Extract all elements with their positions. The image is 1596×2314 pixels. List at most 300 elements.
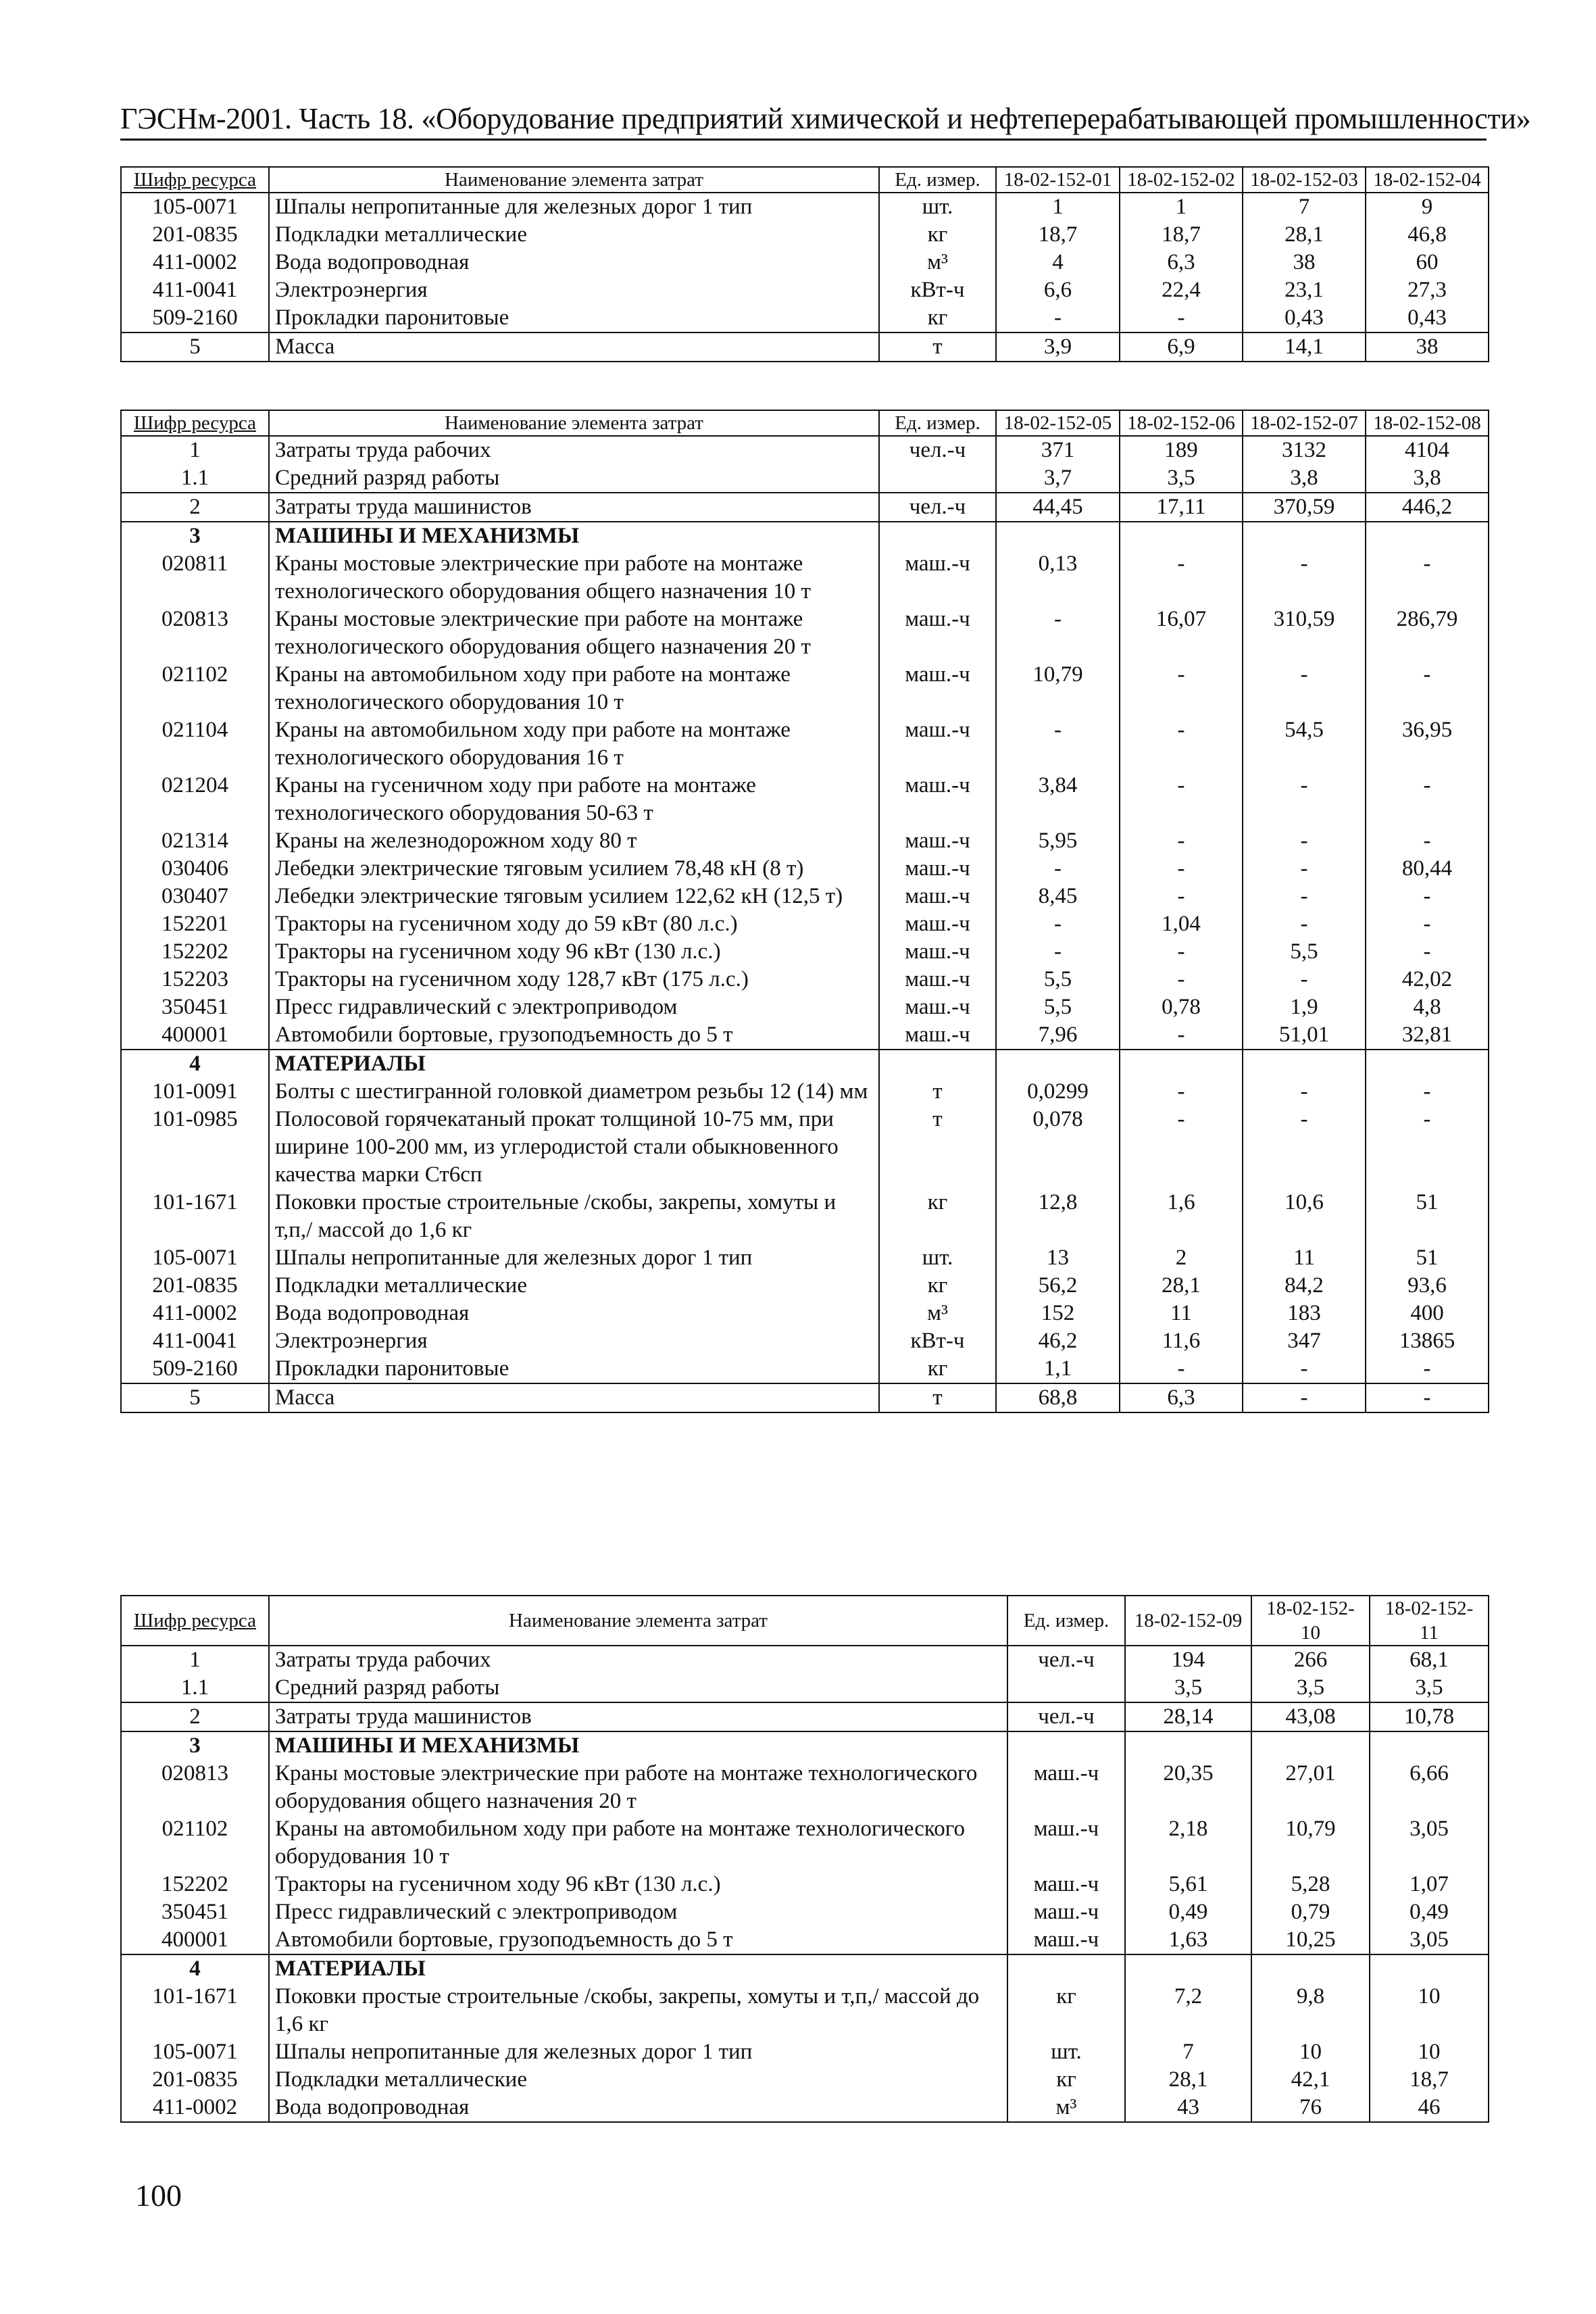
header-unit: Ед. измер. bbox=[1007, 1596, 1125, 1646]
cell-value: 42,1 bbox=[1251, 2066, 1370, 2094]
cell-value bbox=[1243, 1050, 1366, 1078]
cell-code: 101-1671 bbox=[121, 1983, 269, 2038]
cell-name: Краны на автомобильном ходу при работе на монтаже технологического оборудования 16 т bbox=[269, 716, 879, 772]
table-row bbox=[121, 2038, 1489, 2066]
cell-code: 020811 bbox=[121, 550, 269, 606]
cell-unit: кг bbox=[879, 1189, 996, 1244]
cell-value: 14,1 bbox=[1243, 333, 1366, 362]
cell-value bbox=[1251, 1954, 1370, 1983]
cell-name: Лебедки электрические тяговым усилием 78,48 кН (8 т) bbox=[269, 855, 879, 883]
cell-name: Поковки простые строительные /скобы, закрепы, хомуты и т,п,/ массой до 1,6 кг bbox=[269, 1189, 879, 1244]
cell-value: 3,5 bbox=[1120, 464, 1243, 493]
cell-value: - bbox=[1243, 966, 1366, 993]
cell-unit: кг bbox=[879, 1272, 996, 1300]
cell-value: - bbox=[1120, 827, 1243, 855]
cell-name: Тракторы на гусеничном ходу до 59 кВт (80 л.с.) bbox=[269, 910, 879, 938]
cell-value: 1 bbox=[1120, 193, 1243, 221]
cell-unit: маш.-ч bbox=[1007, 1926, 1125, 1954]
cell-value: 38 bbox=[1366, 333, 1489, 362]
cell-value: 183 bbox=[1243, 1300, 1366, 1327]
cell-value: 3,5 bbox=[1370, 1674, 1489, 1702]
cell-value: - bbox=[1366, 910, 1489, 938]
table-row bbox=[121, 1926, 1489, 1954]
header-col-04: 18-02-152-04 bbox=[1366, 167, 1489, 193]
header-code: Шифр ресурса bbox=[121, 1596, 269, 1646]
cell-value: - bbox=[1120, 938, 1243, 966]
cell-value: - bbox=[1243, 1078, 1366, 1106]
cell-value: 347 bbox=[1243, 1327, 1366, 1355]
cell-value: 1,63 bbox=[1125, 1926, 1251, 1954]
cell-value: - bbox=[1120, 855, 1243, 883]
cell-unit: кг bbox=[879, 221, 996, 249]
cell-name: Вода водопроводная bbox=[269, 1300, 879, 1327]
table-row bbox=[121, 333, 1489, 362]
table-row bbox=[121, 1815, 1489, 1871]
cell-value: 84,2 bbox=[1243, 1272, 1366, 1300]
cell-code: 4 bbox=[121, 1954, 269, 1983]
cell-value: 0,13 bbox=[996, 550, 1120, 606]
cell-value: - bbox=[1243, 1355, 1366, 1383]
cell-value: 46,8 bbox=[1366, 221, 1489, 249]
table-row bbox=[121, 1050, 1489, 1078]
cell-value: 10 bbox=[1370, 1983, 1489, 2038]
cell-name: Краны на автомобильном ходу при работе на монтаже технологического оборудования 10 т bbox=[269, 1815, 1007, 1871]
cell-unit: маш.-ч bbox=[879, 966, 996, 993]
cell-value: 286,79 bbox=[1366, 606, 1489, 661]
cell-code: 101-1671 bbox=[121, 1189, 269, 1244]
cell-code: 152201 bbox=[121, 910, 269, 938]
cell-value: - bbox=[1243, 1383, 1366, 1412]
table-row bbox=[121, 522, 1489, 550]
cell-code: 509-2160 bbox=[121, 1355, 269, 1383]
cell-value: 93,6 bbox=[1366, 1272, 1489, 1300]
cell-unit: т bbox=[879, 333, 996, 362]
table-row bbox=[121, 966, 1489, 993]
cell-name: МАТЕРИАЛЫ bbox=[269, 1954, 1007, 1983]
cell-value: 0,78 bbox=[1120, 993, 1243, 1021]
cell-unit: маш.-ч bbox=[879, 910, 996, 938]
cell-code: 411-0041 bbox=[121, 1327, 269, 1355]
header-col-03: 18-02-152-03 bbox=[1243, 167, 1366, 193]
cell-code: 1.1 bbox=[121, 1674, 269, 1702]
cell-value: 44,45 bbox=[996, 493, 1120, 522]
cell-value: 51 bbox=[1366, 1244, 1489, 1272]
cell-code: 101-0091 bbox=[121, 1078, 269, 1106]
cell-value: 0,43 bbox=[1243, 304, 1366, 333]
cell-name: Пресс гидравлический с электроприводом bbox=[269, 1898, 1007, 1926]
cell-value: - bbox=[996, 938, 1120, 966]
cell-unit: т bbox=[879, 1078, 996, 1106]
table-row bbox=[121, 436, 1489, 464]
cell-unit: маш.-ч bbox=[1007, 1760, 1125, 1815]
cell-value: 3,05 bbox=[1370, 1926, 1489, 1954]
cell-value: 54,5 bbox=[1243, 716, 1366, 772]
cell-value: - bbox=[1366, 661, 1489, 716]
table-row bbox=[121, 1300, 1489, 1327]
cell-value: 189 bbox=[1120, 436, 1243, 464]
page-header: ГЭСНм-2001. Часть 18. «Оборудование предприятий химической и нефтеперерабатывающей промышленности» bbox=[120, 101, 1487, 141]
cell-value: 11 bbox=[1120, 1300, 1243, 1327]
cell-unit: шт. bbox=[879, 1244, 996, 1272]
cell-unit: маш.-ч bbox=[879, 550, 996, 606]
cell-value: 36,95 bbox=[1366, 716, 1489, 772]
cell-value: 5,95 bbox=[996, 827, 1120, 855]
cell-value: 10,79 bbox=[1251, 1815, 1370, 1871]
cell-value: - bbox=[1120, 661, 1243, 716]
cell-unit: маш.-ч bbox=[879, 938, 996, 966]
cell-unit: маш.-ч bbox=[879, 716, 996, 772]
table-row bbox=[121, 1355, 1489, 1383]
cell-value bbox=[1125, 1731, 1251, 1760]
cell-value: - bbox=[1120, 550, 1243, 606]
table-row bbox=[121, 1871, 1489, 1898]
cell-value: 3,5 bbox=[1251, 1674, 1370, 1702]
table-row bbox=[121, 276, 1489, 304]
cell-unit bbox=[879, 1050, 996, 1078]
table-row bbox=[121, 1760, 1489, 1815]
cell-unit: т bbox=[879, 1383, 996, 1412]
cell-value: - bbox=[1120, 1355, 1243, 1383]
cell-value: - bbox=[1243, 661, 1366, 716]
cell-value: 18,7 bbox=[996, 221, 1120, 249]
table-header-row bbox=[121, 1596, 1489, 1646]
cell-value: 43 bbox=[1125, 2094, 1251, 2122]
cell-value: 18,7 bbox=[1370, 2066, 1489, 2094]
table-row bbox=[121, 193, 1489, 221]
cell-value: - bbox=[1366, 827, 1489, 855]
table-row bbox=[121, 1078, 1489, 1106]
cell-name: Автомобили бортовые, грузоподъемность до 5 т bbox=[269, 1926, 1007, 1954]
cell-value: 3,9 bbox=[996, 333, 1120, 362]
header-col-02: 18-02-152-02 bbox=[1120, 167, 1243, 193]
cell-code: 201-0835 bbox=[121, 2066, 269, 2094]
cell-value: 10,79 bbox=[996, 661, 1120, 716]
header-name: Наименование элемента затрат bbox=[269, 1596, 1007, 1646]
table-row bbox=[121, 1021, 1489, 1050]
cell-code: 152202 bbox=[121, 1871, 269, 1898]
cell-value: 3,5 bbox=[1125, 1674, 1251, 1702]
cell-value: - bbox=[996, 606, 1120, 661]
cell-value: - bbox=[1120, 716, 1243, 772]
cell-value: - bbox=[1366, 1106, 1489, 1189]
cell-value: 1,6 bbox=[1120, 1189, 1243, 1244]
cell-value: - bbox=[1243, 1106, 1366, 1189]
cell-value: - bbox=[1243, 550, 1366, 606]
cell-value: 3,84 bbox=[996, 772, 1120, 827]
cell-value bbox=[1370, 1731, 1489, 1760]
cell-name: Масса bbox=[269, 1383, 879, 1412]
cell-code: 152202 bbox=[121, 938, 269, 966]
cell-unit: маш.-ч bbox=[879, 883, 996, 910]
cell-value: - bbox=[1120, 772, 1243, 827]
cell-name: Подкладки металлические bbox=[269, 221, 879, 249]
cell-unit: кВт-ч bbox=[879, 276, 996, 304]
cell-value: 5,5 bbox=[996, 966, 1120, 993]
cell-value: 60 bbox=[1366, 249, 1489, 276]
cell-value: 4 bbox=[996, 249, 1120, 276]
cell-value: 22,4 bbox=[1120, 276, 1243, 304]
cell-value bbox=[1366, 1050, 1489, 1078]
cell-value: 3,8 bbox=[1243, 464, 1366, 493]
cell-value: 17,11 bbox=[1120, 493, 1243, 522]
cell-unit: кг bbox=[1007, 1983, 1125, 2038]
cell-unit: маш.-ч bbox=[879, 827, 996, 855]
table-row bbox=[121, 1646, 1489, 1674]
cell-value: 152 bbox=[996, 1300, 1120, 1327]
cell-value: 46,2 bbox=[996, 1327, 1120, 1355]
header-unit: Ед. измер. bbox=[879, 167, 996, 193]
cell-name: Краны мостовые электрические при работе на монтаже технологического оборудования общего назначения 20 т bbox=[269, 606, 879, 661]
cell-value: 9,8 bbox=[1251, 1983, 1370, 2038]
table-row bbox=[121, 2066, 1489, 2094]
cell-value: - bbox=[1366, 550, 1489, 606]
table-row bbox=[121, 993, 1489, 1021]
cell-value: 56,2 bbox=[996, 1272, 1120, 1300]
cell-value: - bbox=[1366, 772, 1489, 827]
table-row bbox=[121, 2094, 1489, 2122]
cell-code: 5 bbox=[121, 1383, 269, 1412]
cell-name: Шпалы непропитанные для железных дорог 1 тип bbox=[269, 2038, 1007, 2066]
cell-unit: маш.-ч bbox=[1007, 1898, 1125, 1926]
table-row bbox=[121, 1983, 1489, 2038]
cell-unit: шт. bbox=[1007, 2038, 1125, 2066]
cell-unit: маш.-ч bbox=[879, 855, 996, 883]
cell-value: 68,1 bbox=[1370, 1646, 1489, 1674]
cell-value: 11 bbox=[1243, 1244, 1366, 1272]
resource-table-152-05-08 bbox=[120, 410, 1489, 1413]
cell-value: - bbox=[1120, 304, 1243, 333]
cell-code: 2 bbox=[121, 1702, 269, 1731]
cell-name: Тракторы на гусеничном ходу 96 кВт (130 л.с.) bbox=[269, 938, 879, 966]
table-header-row bbox=[121, 167, 1489, 193]
cell-code: 411-0002 bbox=[121, 2094, 269, 2122]
cell-code: 201-0835 bbox=[121, 1272, 269, 1300]
cell-name: Электроэнергия bbox=[269, 1327, 879, 1355]
cell-name: Автомобили бортовые, грузоподъемность до 5 т bbox=[269, 1021, 879, 1050]
cell-value: 9 bbox=[1366, 193, 1489, 221]
cell-value: - bbox=[1120, 883, 1243, 910]
header-code: Шифр ресурса bbox=[121, 167, 269, 193]
cell-code: 2 bbox=[121, 493, 269, 522]
header-col-06: 18-02-152-06 bbox=[1120, 410, 1243, 436]
cell-name: Масса bbox=[269, 333, 879, 362]
cell-value: 6,9 bbox=[1120, 333, 1243, 362]
cell-code: 400001 bbox=[121, 1021, 269, 1050]
cell-unit: маш.-ч bbox=[879, 1021, 996, 1050]
cell-value: - bbox=[1243, 910, 1366, 938]
cell-code: 021102 bbox=[121, 1815, 269, 1871]
cell-code: 1.1 bbox=[121, 464, 269, 493]
resource-table-152-09-11 bbox=[120, 1595, 1489, 2123]
header-name: Наименование элемента затрат bbox=[269, 167, 879, 193]
cell-name: Вода водопроводная bbox=[269, 2094, 1007, 2122]
cell-unit: кг bbox=[879, 1355, 996, 1383]
header-col-09: 18-02-152-09 bbox=[1125, 1596, 1251, 1646]
cell-value: 4,8 bbox=[1366, 993, 1489, 1021]
cell-value: 28,1 bbox=[1125, 2066, 1251, 2094]
cell-code: 350451 bbox=[121, 993, 269, 1021]
cell-value: 194 bbox=[1125, 1646, 1251, 1674]
cell-code: 1 bbox=[121, 436, 269, 464]
cell-value: 1,07 bbox=[1370, 1871, 1489, 1898]
table-row bbox=[121, 661, 1489, 716]
table-row bbox=[121, 883, 1489, 910]
cell-value: 51 bbox=[1366, 1189, 1489, 1244]
table-row bbox=[121, 1702, 1489, 1731]
cell-value: 4104 bbox=[1366, 436, 1489, 464]
cell-value: 6,3 bbox=[1120, 1383, 1243, 1412]
table-header-row bbox=[121, 410, 1489, 436]
cell-unit: м³ bbox=[879, 249, 996, 276]
cell-unit: чел.-ч bbox=[879, 436, 996, 464]
cell-value: 13 bbox=[996, 1244, 1120, 1272]
table-row bbox=[121, 1327, 1489, 1355]
cell-value bbox=[1120, 1050, 1243, 1078]
cell-name: Полосовой горячекатаный прокат толщиной 10-75 мм, при ширине 100-200 мм, из углеродистой стали обыкновенного качества марки Ст6сп bbox=[269, 1106, 879, 1189]
cell-code: 105-0071 bbox=[121, 193, 269, 221]
table-row bbox=[121, 1731, 1489, 1760]
cell-value: - bbox=[1120, 1106, 1243, 1189]
cell-unit: маш.-ч bbox=[1007, 1815, 1125, 1871]
header-name: Наименование элемента затрат bbox=[269, 410, 879, 436]
cell-value: 10,6 bbox=[1243, 1189, 1366, 1244]
table-row bbox=[121, 1244, 1489, 1272]
cell-code: 400001 bbox=[121, 1926, 269, 1954]
cell-unit: м³ bbox=[879, 1300, 996, 1327]
header-unit: Ед. измер. bbox=[879, 410, 996, 436]
cell-value: 18,7 bbox=[1120, 221, 1243, 249]
resource-table-152-01-04 bbox=[120, 166, 1489, 362]
cell-value: - bbox=[1366, 883, 1489, 910]
table-row bbox=[121, 716, 1489, 772]
cell-code: 411-0041 bbox=[121, 276, 269, 304]
cell-code: 152203 bbox=[121, 966, 269, 993]
header-col-10: 18-02-152-10 bbox=[1251, 1596, 1370, 1646]
cell-unit: кг bbox=[1007, 2066, 1125, 2094]
cell-value: 0,49 bbox=[1125, 1898, 1251, 1926]
cell-name: МАТЕРИАЛЫ bbox=[269, 1050, 879, 1078]
cell-code: 201-0835 bbox=[121, 221, 269, 249]
cell-code: 350451 bbox=[121, 1898, 269, 1926]
table-row bbox=[121, 221, 1489, 249]
cell-value: 1 bbox=[996, 193, 1120, 221]
cell-code: 105-0071 bbox=[121, 2038, 269, 2066]
cell-name: Электроэнергия bbox=[269, 276, 879, 304]
table-row bbox=[121, 304, 1489, 333]
table-row bbox=[121, 550, 1489, 606]
cell-value: - bbox=[1366, 1355, 1489, 1383]
cell-unit bbox=[1007, 1731, 1125, 1760]
cell-unit: шт. bbox=[879, 193, 996, 221]
cell-unit bbox=[879, 464, 996, 493]
cell-value: 1,1 bbox=[996, 1355, 1120, 1383]
cell-value bbox=[1120, 522, 1243, 550]
cell-value: 12,8 bbox=[996, 1189, 1120, 1244]
table-row bbox=[121, 493, 1489, 522]
cell-value: - bbox=[996, 855, 1120, 883]
header-col-05: 18-02-152-05 bbox=[996, 410, 1120, 436]
cell-name: Лебедки электрические тяговым усилием 122,62 кН (12,5 т) bbox=[269, 883, 879, 910]
cell-value: 20,35 bbox=[1125, 1760, 1251, 1815]
cell-value: 400 bbox=[1366, 1300, 1489, 1327]
cell-code: 105-0071 bbox=[121, 1244, 269, 1272]
cell-value: 0,078 bbox=[996, 1106, 1120, 1189]
table-row bbox=[121, 249, 1489, 276]
cell-value: 42,02 bbox=[1366, 966, 1489, 993]
table-row bbox=[121, 1106, 1489, 1189]
cell-value: 2,18 bbox=[1125, 1815, 1251, 1871]
cell-value: 7,96 bbox=[996, 1021, 1120, 1050]
cell-value: 266 bbox=[1251, 1646, 1370, 1674]
cell-value: 28,1 bbox=[1120, 1272, 1243, 1300]
cell-value: 32,81 bbox=[1366, 1021, 1489, 1050]
cell-code: 509-2160 bbox=[121, 304, 269, 333]
cell-unit: чел.-ч bbox=[1007, 1702, 1125, 1731]
cell-name: Средний разряд работы bbox=[269, 464, 879, 493]
cell-name: Тракторы на гусеничном ходу 128,7 кВт (175 л.с.) bbox=[269, 966, 879, 993]
cell-value: - bbox=[996, 716, 1120, 772]
table-row bbox=[121, 772, 1489, 827]
cell-value: 10 bbox=[1370, 2038, 1489, 2066]
cell-value: 6,66 bbox=[1370, 1760, 1489, 1815]
cell-value: - bbox=[1120, 966, 1243, 993]
cell-value: 1,9 bbox=[1243, 993, 1366, 1021]
cell-name: МАШИНЫ И МЕХАНИЗМЫ bbox=[269, 1731, 1007, 1760]
cell-value: 3,05 bbox=[1370, 1815, 1489, 1871]
table-row bbox=[121, 1674, 1489, 1702]
table-row bbox=[121, 1189, 1489, 1244]
cell-code: 030407 bbox=[121, 883, 269, 910]
cell-name: Шпалы непропитанные для железных дорог 1 тип bbox=[269, 193, 879, 221]
cell-value bbox=[996, 1050, 1120, 1078]
table-row bbox=[121, 855, 1489, 883]
cell-name: Вода водопроводная bbox=[269, 249, 879, 276]
cell-name: Затраты труда машинистов bbox=[269, 1702, 1007, 1731]
cell-value: 80,44 bbox=[1366, 855, 1489, 883]
cell-value: 51,01 bbox=[1243, 1021, 1366, 1050]
header-col-01: 18-02-152-01 bbox=[996, 167, 1120, 193]
cell-code: 021104 bbox=[121, 716, 269, 772]
cell-value: 5,5 bbox=[1243, 938, 1366, 966]
cell-unit: кг bbox=[879, 304, 996, 333]
cell-value: - bbox=[1366, 1078, 1489, 1106]
cell-value: 10 bbox=[1251, 2038, 1370, 2066]
cell-code: 101-0985 bbox=[121, 1106, 269, 1189]
cell-unit bbox=[1007, 1674, 1125, 1702]
cell-name: Средний разряд работы bbox=[269, 1674, 1007, 1702]
cell-name: Краны на железнодорожном ходу 80 т bbox=[269, 827, 879, 855]
cell-code: 020813 bbox=[121, 606, 269, 661]
table-row bbox=[121, 938, 1489, 966]
cell-value: - bbox=[1243, 827, 1366, 855]
cell-code: 021314 bbox=[121, 827, 269, 855]
table-row bbox=[121, 1383, 1489, 1412]
cell-code: 1 bbox=[121, 1646, 269, 1674]
cell-code: 3 bbox=[121, 1731, 269, 1760]
cell-unit bbox=[1007, 1954, 1125, 1983]
cell-value: 6,3 bbox=[1120, 249, 1243, 276]
cell-name: МАШИНЫ И МЕХАНИЗМЫ bbox=[269, 522, 879, 550]
cell-name: Затраты труда рабочих bbox=[269, 436, 879, 464]
cell-value: 0,79 bbox=[1251, 1898, 1370, 1926]
cell-value: 7 bbox=[1243, 193, 1366, 221]
cell-code: 020813 bbox=[121, 1760, 269, 1815]
cell-name: Затраты труда машинистов bbox=[269, 493, 879, 522]
header-col-08: 18-02-152-08 bbox=[1366, 410, 1489, 436]
cell-name: Болты с шестигранной головкой диаметром резьбы 12 (14) мм bbox=[269, 1078, 879, 1106]
cell-value: 1,04 bbox=[1120, 910, 1243, 938]
cell-name: Тракторы на гусеничном ходу 96 кВт (130 л.с.) bbox=[269, 1871, 1007, 1898]
